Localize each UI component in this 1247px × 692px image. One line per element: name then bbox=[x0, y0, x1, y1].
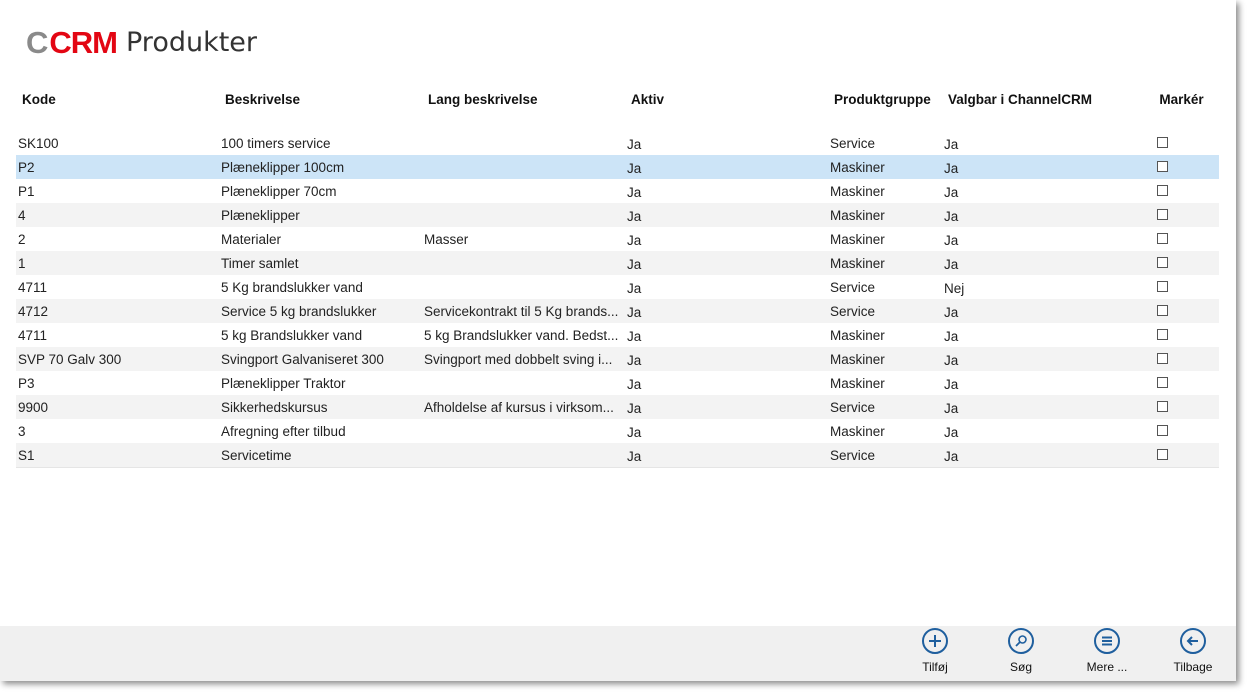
back-button-label: Tilbage bbox=[1173, 660, 1213, 674]
cell-beskrivelse: Plæneklipper 100cm bbox=[219, 155, 422, 179]
cell-kode: 1 bbox=[16, 251, 219, 275]
cell-aktiv: Ja bbox=[625, 155, 828, 179]
mark-checkbox[interactable] bbox=[1157, 185, 1168, 196]
column-header-lang-beskrivelse[interactable]: Lang beskrivelse bbox=[428, 91, 538, 107]
cell-beskrivelse: Afregning efter tilbud bbox=[219, 419, 422, 443]
cell-aktiv: Ja bbox=[625, 203, 828, 227]
cell-lang-beskrivelse bbox=[422, 419, 625, 443]
cell-valgbar: Ja bbox=[942, 203, 1104, 227]
table-row[interactable] bbox=[16, 203, 1219, 227]
cell-aktiv: Ja bbox=[625, 419, 828, 443]
mark-checkbox[interactable] bbox=[1157, 377, 1168, 388]
column-header-aktiv[interactable]: Aktiv bbox=[631, 91, 665, 107]
back-arrow-icon bbox=[1180, 628, 1206, 654]
products-table bbox=[16, 88, 1219, 468]
more-list-icon bbox=[1094, 628, 1120, 654]
cell-kode: 4711 bbox=[16, 323, 219, 347]
table-row[interactable] bbox=[16, 179, 1219, 203]
cell-valgbar: Ja bbox=[942, 419, 1104, 443]
cell-kode: 4712 bbox=[16, 299, 219, 323]
cell-produktgruppe: Service bbox=[828, 395, 942, 419]
cell-produktgruppe: Maskiner bbox=[828, 155, 942, 179]
cell-kode: S1 bbox=[16, 443, 219, 468]
cell-aktiv: Ja bbox=[625, 395, 828, 419]
table-row[interactable] bbox=[16, 227, 1219, 251]
add-button-label: Tilføj bbox=[922, 660, 948, 674]
cell-kode: 4 bbox=[16, 203, 219, 227]
cell-lang-beskrivelse: Masser bbox=[422, 227, 625, 251]
cell-beskrivelse: Servicetime bbox=[219, 443, 422, 468]
cell-marker bbox=[1104, 299, 1219, 323]
cell-lang-beskrivelse bbox=[422, 251, 625, 275]
cell-kode: 2 bbox=[16, 227, 219, 251]
table-header-row bbox=[16, 88, 1219, 110]
cell-lang-beskrivelse bbox=[422, 155, 625, 179]
cell-beskrivelse: Plæneklipper 70cm bbox=[219, 179, 422, 203]
cell-produktgruppe: Maskiner bbox=[828, 347, 942, 371]
cell-produktgruppe: Service bbox=[828, 275, 942, 299]
cell-valgbar: Ja bbox=[942, 155, 1104, 179]
cell-aktiv: Ja bbox=[625, 275, 828, 299]
mark-checkbox[interactable] bbox=[1157, 281, 1168, 292]
cell-lang-beskrivelse bbox=[422, 131, 625, 155]
column-header-valgbar[interactable]: Valgbar i ChannelCRM bbox=[948, 91, 1093, 107]
cell-lang-beskrivelse bbox=[422, 443, 625, 468]
cell-beskrivelse: 100 timers service bbox=[219, 131, 422, 155]
table-row[interactable] bbox=[16, 131, 1219, 155]
cell-beskrivelse: Service 5 kg brandslukker bbox=[219, 299, 422, 323]
cell-produktgruppe: Maskiner bbox=[828, 323, 942, 347]
more-button-label: Mere ... bbox=[1086, 660, 1128, 674]
cell-valgbar: Ja bbox=[942, 443, 1104, 468]
cell-lang-beskrivelse: Servicekontrakt til 5 Kg brands... bbox=[422, 299, 625, 323]
cell-kode: SVP 70 Galv 300 bbox=[16, 347, 219, 371]
cell-kode: 3 bbox=[16, 419, 219, 443]
mark-checkbox[interactable] bbox=[1157, 257, 1168, 268]
column-header-kode[interactable]: Kode bbox=[22, 91, 56, 107]
cell-marker bbox=[1104, 131, 1219, 155]
cell-valgbar: Ja bbox=[942, 395, 1104, 419]
cell-produktgruppe: Maskiner bbox=[828, 371, 942, 395]
cell-marker bbox=[1104, 323, 1219, 347]
cell-lang-beskrivelse bbox=[422, 275, 625, 299]
table-row[interactable] bbox=[16, 395, 1219, 419]
cell-marker bbox=[1104, 371, 1219, 395]
cell-marker bbox=[1104, 275, 1219, 299]
table-row[interactable] bbox=[16, 443, 1219, 468]
search-button-label: Søg bbox=[1009, 660, 1032, 674]
table-body bbox=[16, 131, 1219, 468]
cell-marker bbox=[1104, 395, 1219, 419]
bottom-app-bar bbox=[0, 626, 1236, 681]
cell-aktiv: Ja bbox=[625, 443, 828, 468]
cell-marker bbox=[1104, 203, 1219, 227]
cell-kode: 9900 bbox=[16, 395, 219, 419]
table-row[interactable] bbox=[16, 251, 1219, 275]
cell-marker bbox=[1104, 227, 1219, 251]
cell-aktiv: Ja bbox=[625, 347, 828, 371]
cell-marker bbox=[1104, 155, 1219, 179]
cell-valgbar: Ja bbox=[942, 347, 1104, 371]
cell-produktgruppe: Service bbox=[828, 443, 942, 468]
cell-marker bbox=[1104, 179, 1219, 203]
cell-beskrivelse: Materialer bbox=[219, 227, 422, 251]
mark-checkbox[interactable] bbox=[1157, 401, 1168, 412]
mark-checkbox[interactable] bbox=[1157, 161, 1168, 172]
logo-crm: CRM bbox=[49, 24, 117, 60]
search-button[interactable] bbox=[986, 628, 1056, 674]
page-title: Produkter bbox=[126, 26, 258, 58]
cell-valgbar: Ja bbox=[942, 179, 1104, 203]
cell-aktiv: Ja bbox=[625, 371, 828, 395]
cell-aktiv: Ja bbox=[625, 251, 828, 275]
mark-checkbox[interactable] bbox=[1157, 137, 1168, 148]
cell-valgbar: Ja bbox=[942, 227, 1104, 251]
cell-valgbar: Ja bbox=[942, 371, 1104, 395]
cell-kode: P2 bbox=[16, 155, 219, 179]
table-row[interactable] bbox=[16, 347, 1219, 371]
cell-beskrivelse: 5 kg Brandslukker vand bbox=[219, 323, 422, 347]
cell-kode: SK100 bbox=[16, 131, 219, 155]
cell-aktiv: Ja bbox=[625, 227, 828, 251]
mark-checkbox[interactable] bbox=[1157, 305, 1168, 316]
cell-marker bbox=[1104, 419, 1219, 443]
cell-kode: P3 bbox=[16, 371, 219, 395]
cell-produktgruppe: Maskiner bbox=[828, 419, 942, 443]
search-icon bbox=[1008, 628, 1034, 654]
cell-valgbar: Ja bbox=[942, 323, 1104, 347]
cell-lang-beskrivelse bbox=[422, 203, 625, 227]
cell-aktiv: Ja bbox=[625, 299, 828, 323]
cell-beskrivelse: Sikkerhedskursus bbox=[219, 395, 422, 419]
cell-lang-beskrivelse: 5 kg Brandslukker vand. Bedst... bbox=[422, 323, 625, 347]
mark-checkbox[interactable] bbox=[1157, 425, 1168, 436]
cell-beskrivelse: Svingport Galvaniseret 300 bbox=[219, 347, 422, 371]
cell-marker bbox=[1104, 443, 1219, 468]
cell-valgbar: Ja bbox=[942, 131, 1104, 155]
table-row[interactable] bbox=[16, 299, 1219, 323]
cell-lang-beskrivelse bbox=[422, 179, 625, 203]
ccrm-logo bbox=[26, 24, 117, 60]
cell-beskrivelse: Plæneklipper Traktor bbox=[219, 371, 422, 395]
cell-produktgruppe: Service bbox=[828, 131, 942, 155]
cell-aktiv: Ja bbox=[625, 179, 828, 203]
mark-checkbox[interactable] bbox=[1157, 329, 1168, 340]
cell-lang-beskrivelse: Svingport med dobbelt sving i... bbox=[422, 347, 625, 371]
cell-marker bbox=[1104, 251, 1219, 275]
page-header bbox=[26, 22, 257, 62]
table-row[interactable] bbox=[16, 419, 1219, 443]
cell-produktgruppe: Service bbox=[828, 299, 942, 323]
mark-checkbox[interactable] bbox=[1157, 449, 1168, 460]
cell-valgbar: Ja bbox=[942, 251, 1104, 275]
cell-produktgruppe: Maskiner bbox=[828, 227, 942, 251]
table-row[interactable] bbox=[16, 275, 1219, 299]
table-row[interactable] bbox=[16, 323, 1219, 347]
column-header-marker[interactable]: Markér bbox=[1159, 91, 1204, 107]
mark-checkbox[interactable] bbox=[1157, 233, 1168, 244]
cell-aktiv: Ja bbox=[625, 131, 828, 155]
add-button[interactable] bbox=[900, 628, 970, 674]
column-header-beskrivelse[interactable]: Beskrivelse bbox=[225, 91, 301, 107]
cell-kode: 4711 bbox=[16, 275, 219, 299]
cell-kode: P1 bbox=[16, 179, 219, 203]
cell-produktgruppe: Maskiner bbox=[828, 251, 942, 275]
mark-checkbox[interactable] bbox=[1157, 209, 1168, 220]
logo-c: C bbox=[26, 24, 48, 60]
cell-produktgruppe: Maskiner bbox=[828, 203, 942, 227]
plus-icon bbox=[922, 628, 948, 654]
column-header-produktgruppe[interactable]: Produktgruppe bbox=[834, 91, 931, 107]
cell-valgbar: Ja bbox=[942, 299, 1104, 323]
cell-marker bbox=[1104, 347, 1219, 371]
back-button[interactable] bbox=[1158, 628, 1228, 674]
mark-checkbox[interactable] bbox=[1157, 353, 1168, 364]
table-row[interactable] bbox=[16, 155, 1219, 179]
cell-beskrivelse: Timer samlet bbox=[219, 251, 422, 275]
table-row[interactable] bbox=[16, 371, 1219, 395]
cell-lang-beskrivelse bbox=[422, 371, 625, 395]
cell-aktiv: Ja bbox=[625, 323, 828, 347]
cell-valgbar: Nej bbox=[942, 275, 1104, 299]
cell-beskrivelse: Plæneklipper bbox=[219, 203, 422, 227]
more-button[interactable] bbox=[1072, 628, 1142, 674]
cell-beskrivelse: 5 Kg brandslukker vand bbox=[219, 275, 422, 299]
cell-produktgruppe: Maskiner bbox=[828, 179, 942, 203]
cell-lang-beskrivelse: Afholdelse af kursus i virksom... bbox=[422, 395, 625, 419]
